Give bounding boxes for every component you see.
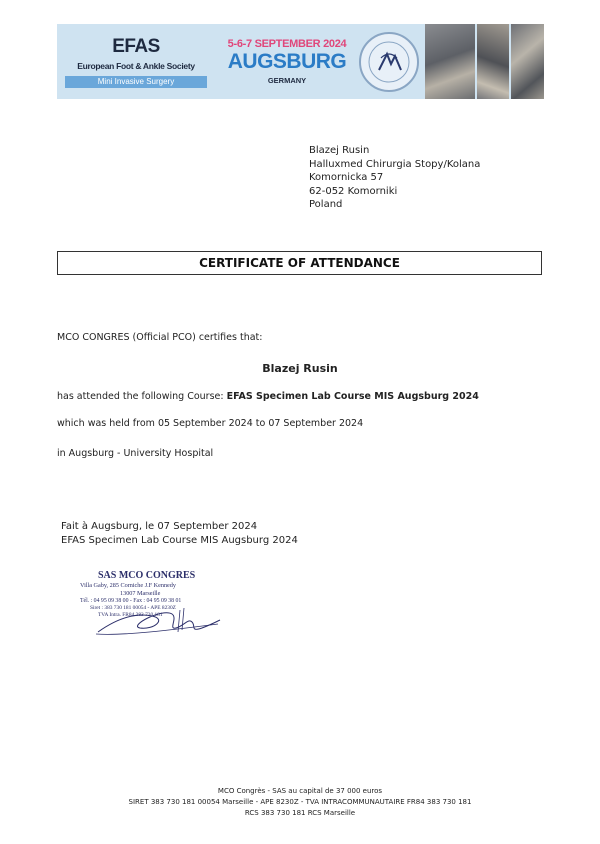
stamp-siret: Siret : 383 730 181 00054 - APE 8230Z — [90, 605, 176, 611]
recipient-street: Komornicka 57 — [309, 172, 384, 183]
banner-photo — [425, 24, 475, 99]
location-statement: in Augsburg - University Hospital — [57, 448, 214, 459]
event-city: AUGSBURG — [227, 50, 347, 73]
society-seal-icon — [359, 32, 419, 92]
recipient-address — [309, 144, 480, 212]
event-country: GERMANY — [267, 76, 307, 85]
org-subline: Mini Invasive Surgery — [65, 76, 207, 88]
footer-line-1: MCO Congrès - SAS au capital de 37 000 euros — [217, 787, 383, 795]
banner-photo — [477, 24, 509, 99]
attended-statement — [57, 391, 479, 402]
event-info — [217, 24, 357, 99]
course-name: EFAS Specimen Lab Course MIS Augsburg 2024 — [226, 391, 479, 402]
closing-block — [61, 520, 298, 548]
recipient-postal-city: 62-052 Komorniki — [309, 185, 398, 197]
signature-icon — [92, 600, 222, 640]
org-full-name: European Foot & Ankle Society — [77, 61, 195, 71]
closing-course: EFAS Specimen Lab Course MIS Augsburg 2024 — [61, 535, 298, 546]
held-dates-statement: which was held from 05 September 2024 to 07 September 2024 — [57, 418, 364, 429]
certificate-title: CERTIFICATE OF ATTENDANCE — [57, 251, 542, 275]
stamp-address1: Villa Gaby, 285 Corniche J.F Kennedy — [80, 582, 176, 589]
event-banner — [57, 24, 544, 99]
footer-line-2: SIRET 383 730 181 00054 Marseille - APE 8230Z - TVA INTRACOMMUNAUTAIRE FR84 383 730 181 — [128, 798, 472, 806]
stamp-phone: Tél. : 04 95 09 38 00 - Fax : 04 95 09 38 01 — [80, 598, 182, 604]
footer-line-3: RCS 383 730 181 RCS Marseille — [244, 809, 356, 817]
stamp-company: SAS MCO CONGRES — [98, 570, 196, 581]
stamp-address2: 13007 Marseille — [120, 590, 161, 597]
certifies-statement: MCO CONGRES (Official PCO) certifies that: — [57, 332, 263, 343]
event-dates: 5-6-7 SEPTEMBER 2024 — [227, 38, 347, 50]
attended-prefix: has attended the following Course: — [57, 391, 227, 402]
stamp-tva: TVA Intra. FR84 383 730 181 — [98, 612, 163, 618]
recipient-name: Blazej Rusin — [309, 145, 370, 156]
attendee-name: Blazej Rusin — [262, 362, 338, 375]
efas-logo — [57, 24, 215, 99]
banner-photo — [511, 24, 544, 99]
place-date: Fait à Augsburg, le 07 September 2024 — [61, 521, 258, 532]
org-short-name: EFAS — [112, 36, 160, 57]
legal-footer — [0, 786, 600, 819]
recipient-country: Poland — [309, 199, 343, 210]
recipient-organization: Halluxmed Chirurgia Stopy/Kolana — [309, 158, 481, 170]
